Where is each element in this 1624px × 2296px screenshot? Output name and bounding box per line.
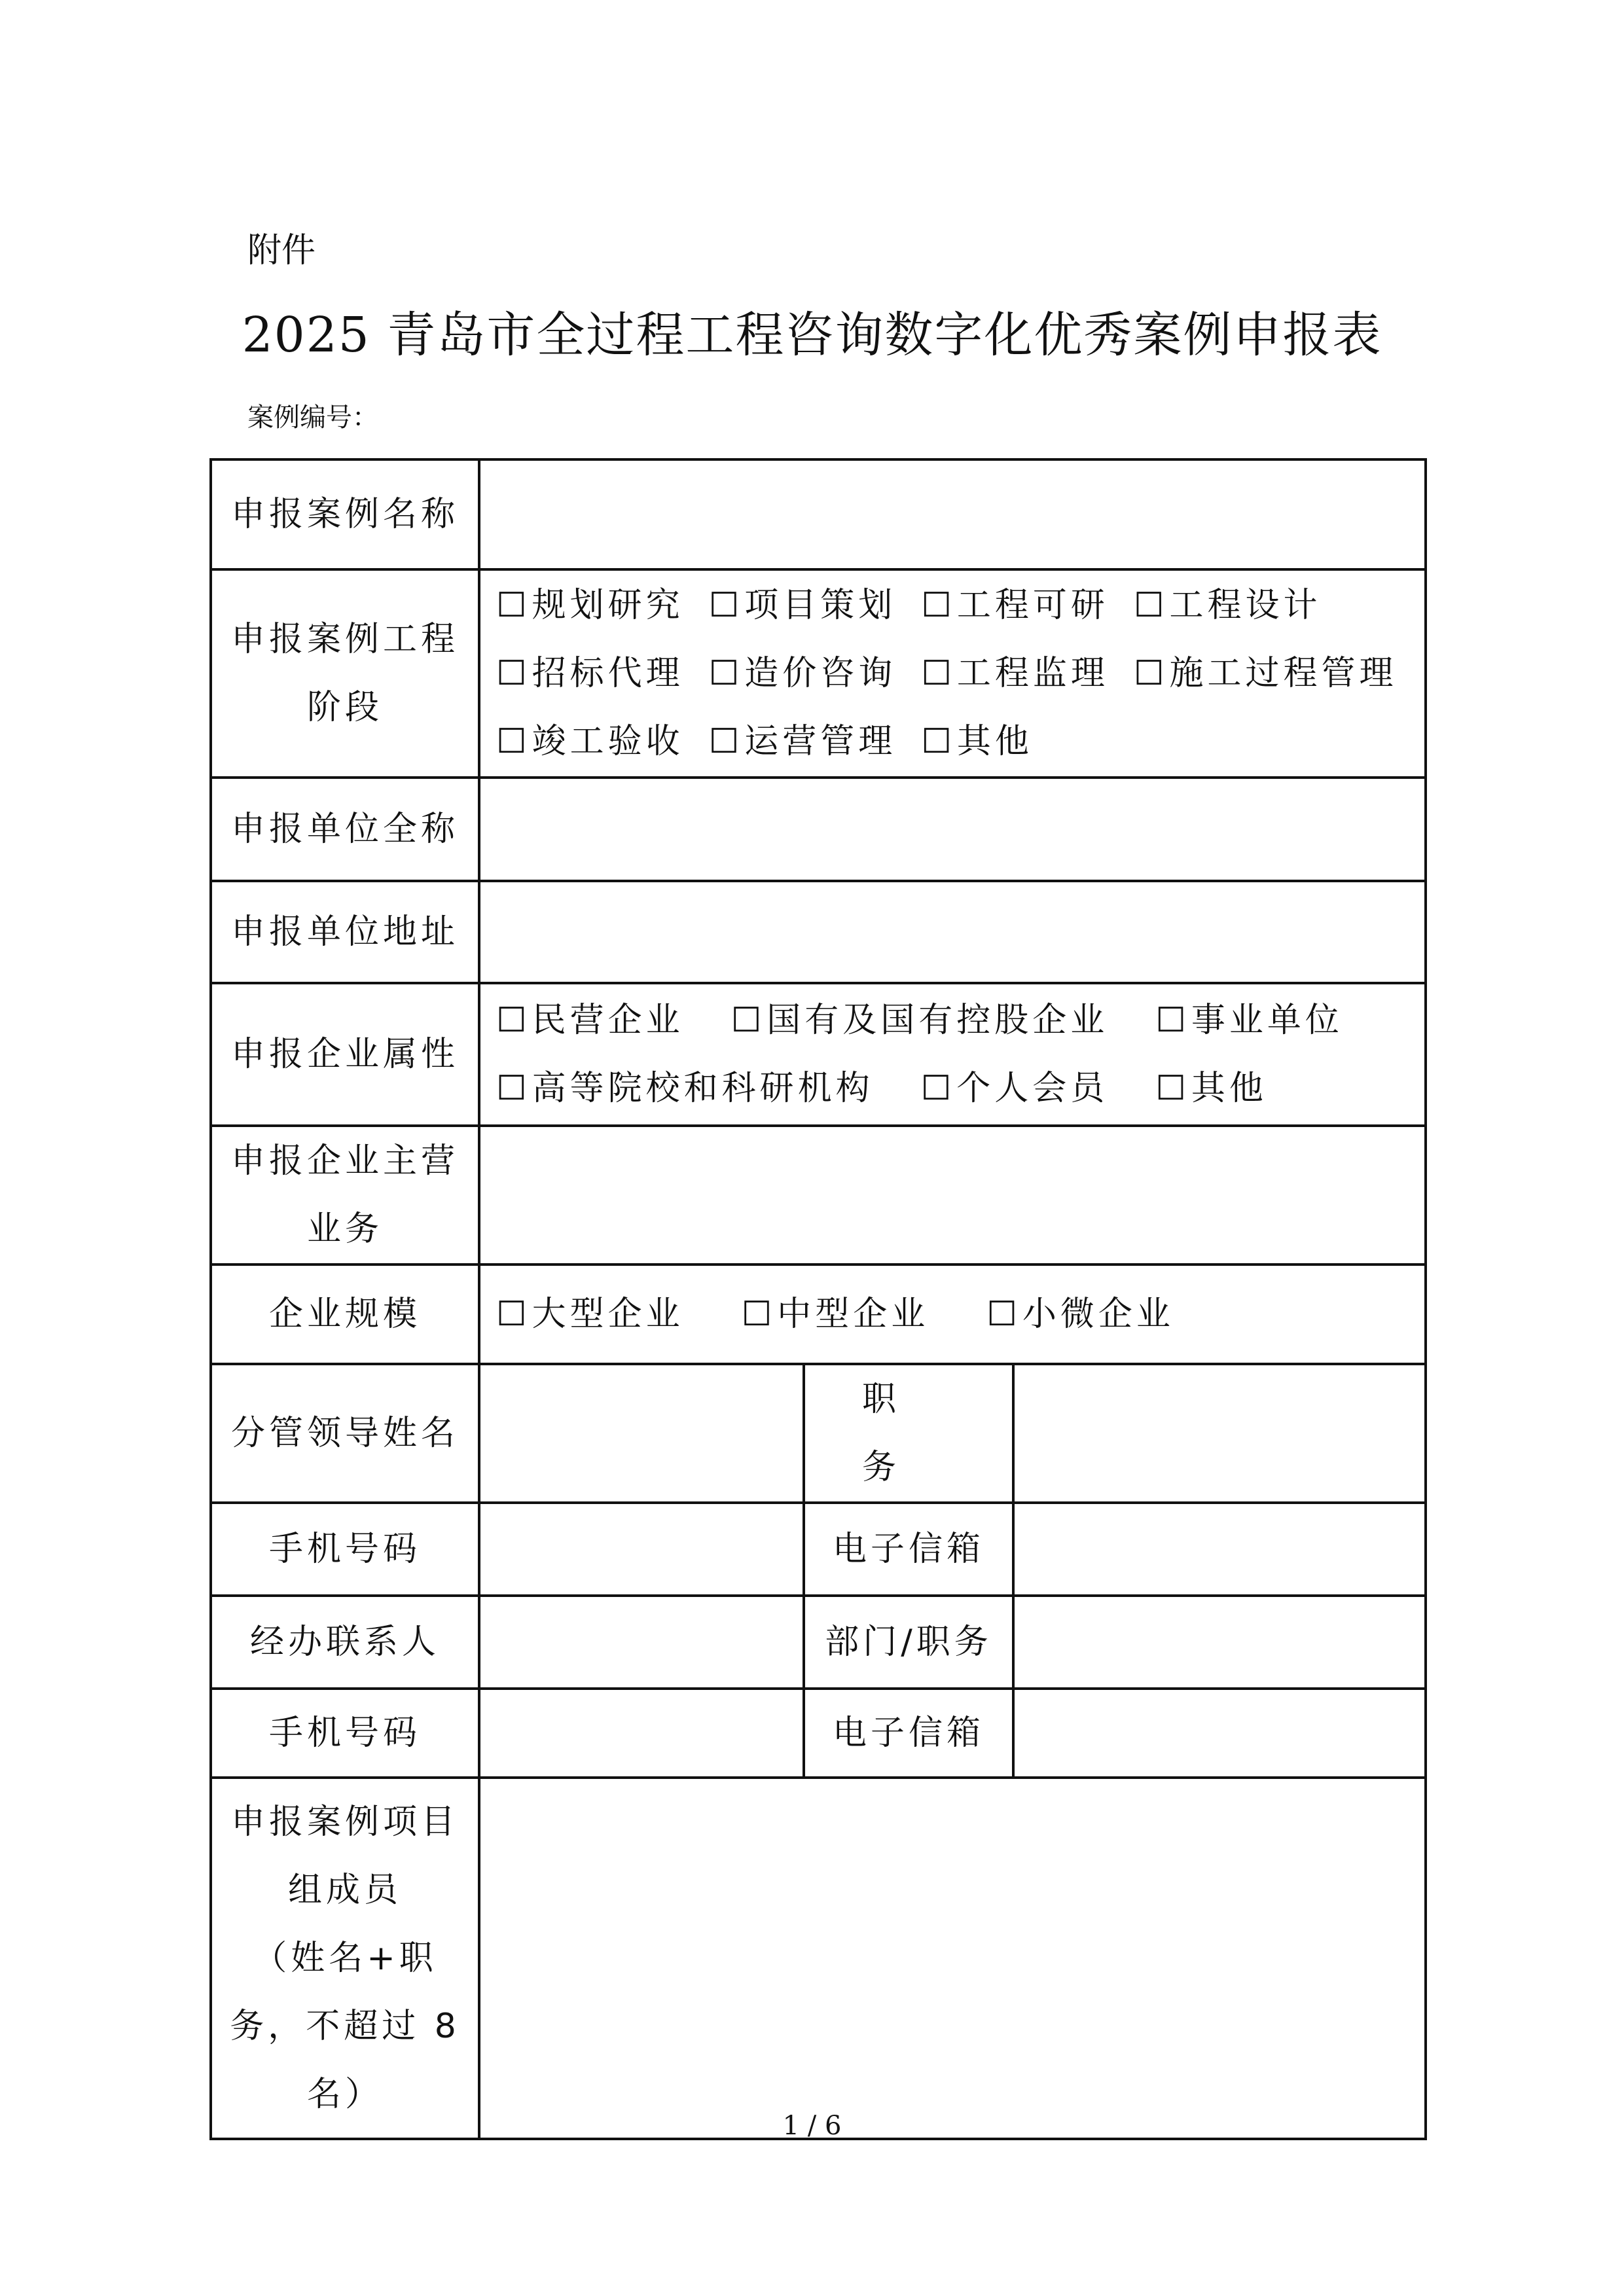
contact-email-label: 电子信箱 xyxy=(804,1689,1013,1778)
checkbox-icon: ☐ xyxy=(920,1069,956,1108)
row-contact-person xyxy=(211,1596,1426,1689)
checkbox-icon: ☐ xyxy=(496,654,531,693)
checkbox-icon: ☐ xyxy=(496,722,531,761)
checkbox-icon: ☐ xyxy=(1133,654,1168,693)
case-name-label: 申报案例名称 xyxy=(211,459,479,569)
contact-phone-label: 手机号码 xyxy=(211,1689,479,1778)
main-business-label-line-2: 业务 xyxy=(306,1210,383,1249)
members-label-line-1: 申报案例项目 xyxy=(230,1803,459,1842)
enterprise-type-options xyxy=(479,983,1426,1126)
row-unit-name xyxy=(211,778,1426,881)
option-label: 规划研究 xyxy=(532,586,684,625)
main-business-field[interactable] xyxy=(479,1126,1426,1265)
option-label: 造价咨询 xyxy=(744,654,897,693)
checkbox-option[interactable] xyxy=(921,639,1109,708)
option-label: 工程可研 xyxy=(956,586,1109,625)
row-case-name xyxy=(211,459,1426,569)
leader-name-field[interactable] xyxy=(479,1364,804,1503)
checkbox-icon: ☐ xyxy=(986,1295,1021,1334)
enterprise-type-row-2 xyxy=(496,1054,1409,1122)
unit-name-field[interactable] xyxy=(479,778,1426,881)
checkbox-option[interactable] xyxy=(496,639,684,708)
stage-options-row-2 xyxy=(496,639,1409,708)
attachment-label: 附件 xyxy=(247,231,316,270)
checkbox-icon: ☐ xyxy=(708,722,744,761)
members-label-line-3: （姓名+职 xyxy=(253,1939,437,1978)
members-label-line-5: 名） xyxy=(306,2075,383,2114)
option-label: 运营管理 xyxy=(744,722,897,761)
option-label: 竣工验收 xyxy=(532,722,684,761)
checkbox-option[interactable] xyxy=(496,986,684,1054)
checkbox-icon: ☐ xyxy=(496,586,531,625)
stage-label-line-2: 阶段 xyxy=(306,688,383,727)
option-label: 招标代理 xyxy=(532,654,684,693)
main-business-label xyxy=(211,1126,479,1265)
position-label: 职务 xyxy=(804,1364,1013,1503)
checkbox-icon: ☐ xyxy=(741,1295,776,1334)
checkbox-option[interactable] xyxy=(731,986,1109,1054)
members-label-line-4: 务，不超过 8 xyxy=(230,2007,460,2046)
dept-position-field[interactable] xyxy=(1013,1596,1426,1689)
checkbox-icon: ☐ xyxy=(708,586,744,625)
checkbox-option[interactable] xyxy=(496,1280,684,1348)
scale-options xyxy=(479,1265,1426,1364)
case-number-label: 案例编号： xyxy=(247,403,378,433)
dept-position-label: 部门/职务 xyxy=(804,1596,1013,1689)
position-field[interactable] xyxy=(1013,1364,1426,1503)
enterprise-type-row-1 xyxy=(496,986,1409,1054)
enterprise-type-label: 申报企业属性 xyxy=(211,983,479,1126)
scale-options-row xyxy=(496,1280,1409,1348)
stage-label xyxy=(211,569,479,778)
option-label: 项目策划 xyxy=(744,586,897,625)
row-project-members xyxy=(211,1778,1426,2139)
contact-phone-field[interactable] xyxy=(479,1689,804,1778)
option-label: 大型企业 xyxy=(532,1295,684,1334)
checkbox-option[interactable] xyxy=(742,1280,929,1348)
contact-person-label: 经办联系人 xyxy=(211,1596,479,1689)
checkbox-icon: ☐ xyxy=(496,1295,531,1334)
checkbox-icon: ☐ xyxy=(731,1001,766,1040)
leader-name-label: 分管领导姓名 xyxy=(211,1364,479,1503)
contact-email-field[interactable] xyxy=(1013,1689,1426,1778)
checkbox-icon: ☐ xyxy=(708,654,744,693)
checkbox-option[interactable] xyxy=(1134,639,1398,708)
option-label: 工程监理 xyxy=(956,654,1109,693)
unit-name-label: 申报单位全称 xyxy=(211,778,479,881)
leader-email-label: 电子信箱 xyxy=(804,1503,1013,1596)
checkbox-option[interactable] xyxy=(496,1054,874,1122)
checkbox-option[interactable] xyxy=(709,639,897,708)
checkbox-icon: ☐ xyxy=(1133,586,1168,625)
case-name-field[interactable] xyxy=(479,459,1426,569)
checkbox-option[interactable] xyxy=(921,571,1109,639)
checkbox-option[interactable] xyxy=(496,571,684,639)
row-project-stage xyxy=(211,569,1426,778)
option-label: 其他 xyxy=(1191,1069,1267,1108)
checkbox-option[interactable] xyxy=(921,1054,1109,1122)
unit-address-field[interactable] xyxy=(479,881,1426,983)
option-label: 高等院校和科研机构 xyxy=(532,1069,874,1108)
checkbox-option[interactable] xyxy=(1155,1054,1267,1122)
leader-email-field[interactable] xyxy=(1013,1503,1426,1596)
checkbox-option[interactable] xyxy=(709,571,897,639)
stage-options-row-1 xyxy=(496,571,1409,639)
checkbox-icon: ☐ xyxy=(1155,1069,1190,1108)
checkbox-icon: ☐ xyxy=(921,586,956,625)
checkbox-icon: ☐ xyxy=(496,1001,531,1040)
option-label: 国有及国有控股企业 xyxy=(767,1001,1109,1040)
members-label-line-2: 组成员 xyxy=(287,1871,402,1910)
row-leader xyxy=(211,1364,1426,1503)
checkbox-icon: ☐ xyxy=(496,1069,531,1108)
stage-label-line-1: 申报案例工程 xyxy=(230,620,459,659)
option-label: 事业单位 xyxy=(1191,1001,1343,1040)
unit-address-label: 申报单位地址 xyxy=(211,881,479,983)
page-title: 2025 青岛市全过程工程咨询数字化优秀案例申报表 xyxy=(242,307,1382,363)
option-label: 工程设计 xyxy=(1169,586,1322,625)
checkbox-option[interactable] xyxy=(1134,571,1322,639)
option-label: 中型企业 xyxy=(777,1295,929,1334)
checkbox-option[interactable] xyxy=(1155,986,1343,1054)
page-indicator: 1 / 6 xyxy=(782,2111,842,2141)
row-unit-address xyxy=(211,881,1426,983)
row-enterprise-type xyxy=(211,983,1426,1126)
option-label: 其他 xyxy=(956,722,1033,761)
contact-person-field[interactable] xyxy=(479,1596,804,1689)
leader-phone-label: 手机号码 xyxy=(211,1503,479,1596)
leader-phone-field[interactable] xyxy=(479,1503,804,1596)
checkbox-icon: ☐ xyxy=(921,722,956,761)
checkbox-option[interactable] xyxy=(496,708,684,776)
stage-options xyxy=(479,569,1426,778)
application-form-table xyxy=(209,458,1427,2140)
checkbox-option[interactable] xyxy=(709,708,897,776)
option-label: 民营企业 xyxy=(532,1001,684,1040)
stage-options-row-3 xyxy=(496,708,1409,776)
checkbox-option[interactable] xyxy=(921,708,1033,776)
row-main-business xyxy=(211,1126,1426,1265)
scale-label: 企业规模 xyxy=(211,1265,479,1364)
row-contact-details xyxy=(211,1689,1426,1778)
members-label xyxy=(211,1778,479,2139)
option-label: 个人会员 xyxy=(956,1069,1109,1108)
main-business-label-line-1: 申报企业主营 xyxy=(230,1141,459,1181)
checkbox-icon: ☐ xyxy=(921,654,956,693)
members-field[interactable] xyxy=(479,1778,1426,2139)
checkbox-icon: ☐ xyxy=(1155,1001,1190,1040)
checkbox-option[interactable] xyxy=(986,1280,1174,1348)
option-label: 施工过程管理 xyxy=(1169,654,1398,693)
row-enterprise-scale xyxy=(211,1265,1426,1364)
option-label: 小微企业 xyxy=(1022,1295,1174,1334)
row-leader-contact xyxy=(211,1503,1426,1596)
